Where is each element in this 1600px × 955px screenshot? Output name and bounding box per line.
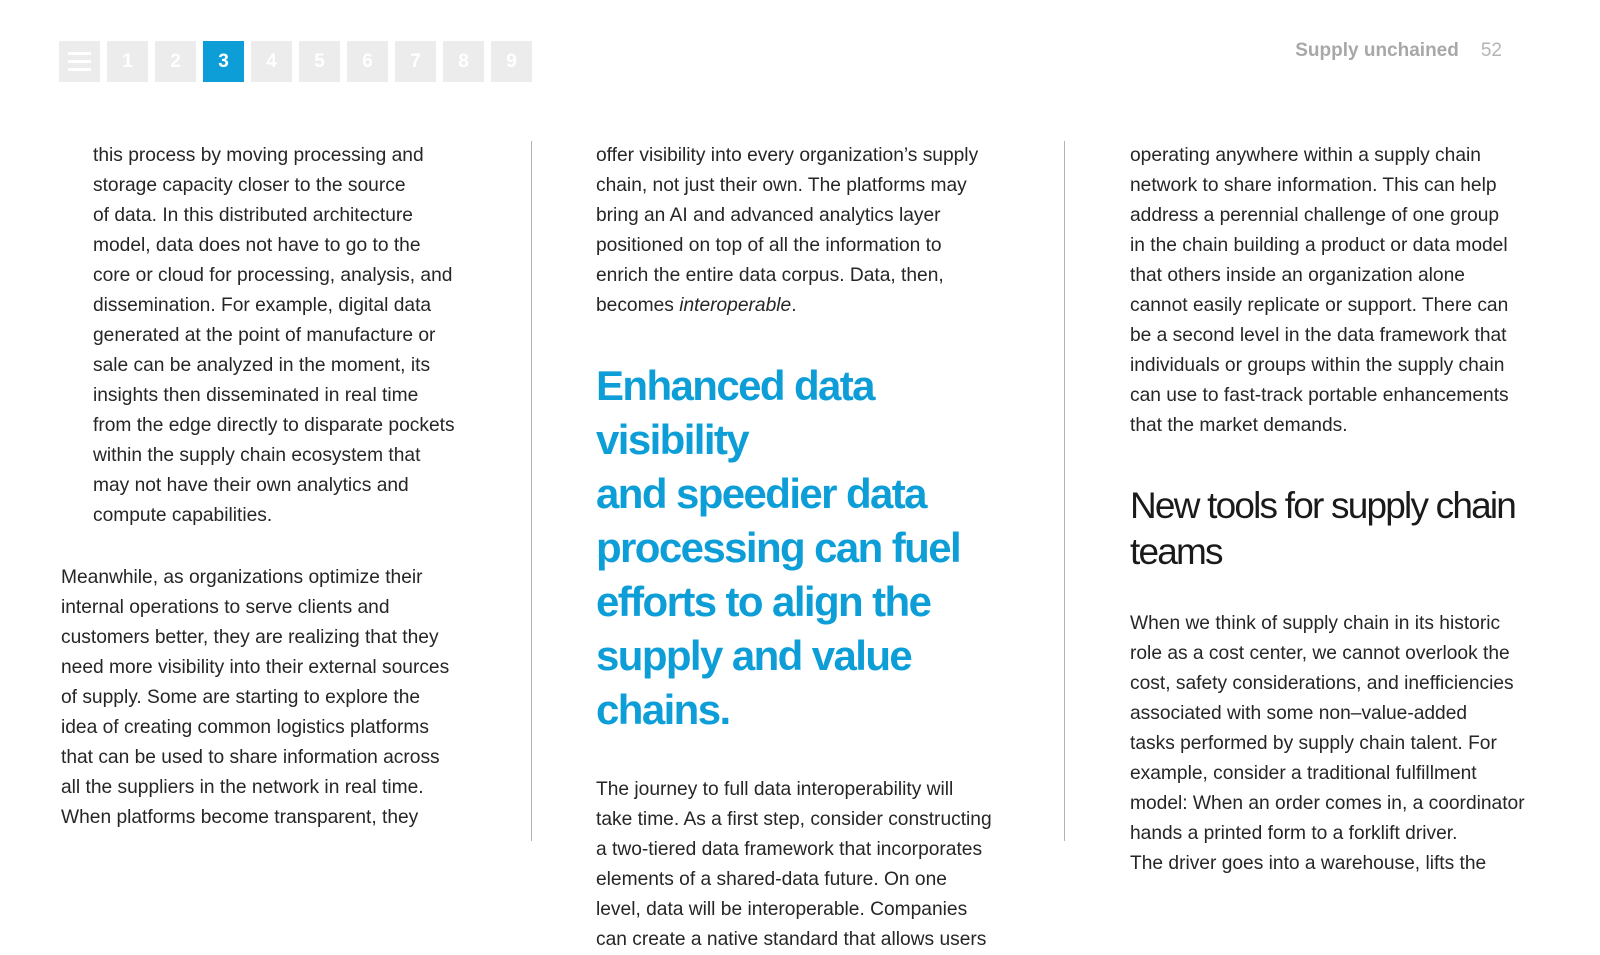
emphasis-interoperable: interoperable [679, 295, 792, 316]
text-line: address a perennial challenge of one group [1130, 205, 1500, 226]
text-line: core or cloud for processing, analysis, and [93, 265, 453, 286]
nav-page-7[interactable]: 7 [395, 41, 436, 82]
document-title: Supply unchained [1295, 40, 1459, 61]
pull-quote-line: and speedier data [596, 470, 926, 517]
text-line: enrich the entire data corpus. Data, then, [596, 265, 944, 286]
text-line: bring an AI and advanced analytics layer [596, 205, 941, 226]
menu-bar [68, 68, 91, 71]
column-3-paragraph-2 [1130, 609, 1550, 879]
text-line: When we think of supply chain in its historic [1130, 613, 1501, 634]
page-header [1295, 40, 1502, 62]
text-line: hands a printed form to a forklift driver. [1130, 823, 1458, 844]
text-line: customers better, they are realizing that they [61, 627, 439, 648]
text-line: that can be used to share information across [61, 747, 440, 768]
text-line: cannot easily replicate or support. There can [1130, 295, 1509, 316]
nav-page-2[interactable]: 2 [155, 41, 196, 82]
text-line-suffix: . [791, 295, 797, 316]
column-2 [596, 141, 1016, 955]
text-line: of data. In this distributed architecture [93, 205, 413, 226]
text-line: model, data does not have to go to the [93, 235, 421, 256]
column-3 [1130, 141, 1550, 879]
text-line: take time. As a first step, consider constructing [596, 809, 992, 830]
column-1 [61, 141, 481, 833]
text-line: level, data will be interoperable. Companies [596, 899, 968, 920]
text-line: The driver goes into a warehouse, lifts the [1130, 853, 1487, 874]
nav-page-8[interactable]: 8 [443, 41, 484, 82]
text-line: compute capabilities. [93, 505, 273, 526]
hamburger-icon[interactable] [59, 41, 100, 82]
text-line: a two-tiered data framework that incorporates [596, 839, 983, 860]
pull-quote-line: processing can fuel [596, 524, 961, 571]
text-line: be a second level in the data framework that [1130, 325, 1507, 346]
pull-quote-line: efforts to align the [596, 578, 931, 625]
text-line: role as a cost center, we cannot overlook the [1130, 643, 1510, 664]
text-line: can use to fast-track portable enhancements [1130, 385, 1509, 406]
text-line: sale can be analyzed in the moment, its [93, 355, 431, 376]
nav-page-5[interactable]: 5 [299, 41, 340, 82]
text-line: generated at the point of manufacture or [93, 325, 436, 346]
text-line: within the supply chain ecosystem that [93, 445, 421, 466]
text-line: of supply. Some are starting to explore the [61, 687, 421, 708]
text-line: The journey to full data interoperability will [596, 779, 954, 800]
pull-quote [596, 359, 1016, 737]
text-line: can create a native standard that allows users [596, 929, 987, 950]
text-line: that others inside an organization alone [1130, 265, 1465, 286]
text-line: in the chain building a product or data model [1130, 235, 1508, 256]
text-line: from the edge directly to disparate pockets [93, 415, 455, 436]
text-line: this process by moving processing and [93, 145, 424, 166]
text-line: tasks performed by supply chain talent. For [1130, 733, 1497, 754]
text-line: model: When an order comes in, a coordinator [1130, 793, 1525, 814]
column-divider [1064, 141, 1065, 841]
text-line: elements of a shared-data future. On one [596, 869, 947, 890]
column-3-paragraph-1 [1130, 141, 1550, 441]
column-1-paragraph-1 [61, 141, 481, 531]
text-line: positioned on top of all the information to [596, 235, 942, 256]
page-number: 52 [1480, 40, 1502, 61]
nav-page-9[interactable]: 9 [491, 41, 532, 82]
column-divider [531, 141, 532, 841]
nav-page-3[interactable]: 3 [203, 41, 244, 82]
section-heading: New tools for supply chain teams [1130, 485, 1516, 572]
column-2-paragraph-1 [596, 141, 1016, 321]
menu-bar [68, 52, 91, 55]
nav-page-4[interactable]: 4 [251, 41, 292, 82]
nav-page-6[interactable]: 6 [347, 41, 388, 82]
column-2-paragraph-2 [596, 775, 1016, 955]
page-navigation [59, 41, 532, 82]
pull-quote-line: Enhanced data visibility [596, 362, 874, 463]
nav-page-1[interactable]: 1 [107, 41, 148, 82]
text-line: may not have their own analytics and [93, 475, 409, 496]
text-line: individuals or groups within the supply chain [1130, 355, 1505, 376]
text-line: insights then disseminated in real time [93, 385, 419, 406]
text-line: storage capacity closer to the source [93, 175, 406, 196]
text-line: internal operations to serve clients and [61, 597, 390, 618]
text-line: dissemination. For example, digital data [93, 295, 432, 316]
text-line: idea of creating common logistics platforms [61, 717, 429, 738]
column-1-paragraph-2 [61, 563, 481, 833]
text-line: that the market demands. [1130, 415, 1348, 436]
text-line: chain, not just their own. The platforms may [596, 175, 967, 196]
pull-quote-line: supply and value chains. [596, 632, 912, 733]
text-line: network to share information. This can help [1130, 175, 1497, 196]
text-line: all the suppliers in the network in real time. [61, 777, 424, 798]
text-line: associated with some non–value-added [1130, 703, 1468, 724]
text-line: Meanwhile, as organizations optimize their [61, 567, 423, 588]
text-line: offer visibility into every organization’s supply [596, 145, 979, 166]
text-line-prefix: becomes [596, 295, 680, 316]
text-line: cost, safety considerations, and inefficiencies [1130, 673, 1514, 694]
text-line: operating anywhere within a supply chain [1130, 145, 1481, 166]
menu-bar [68, 60, 91, 63]
text-line: When platforms become transparent, they [61, 807, 419, 828]
text-line: need more visibility into their external sources [61, 657, 450, 678]
text-line: example, consider a traditional fulfillment [1130, 763, 1477, 784]
